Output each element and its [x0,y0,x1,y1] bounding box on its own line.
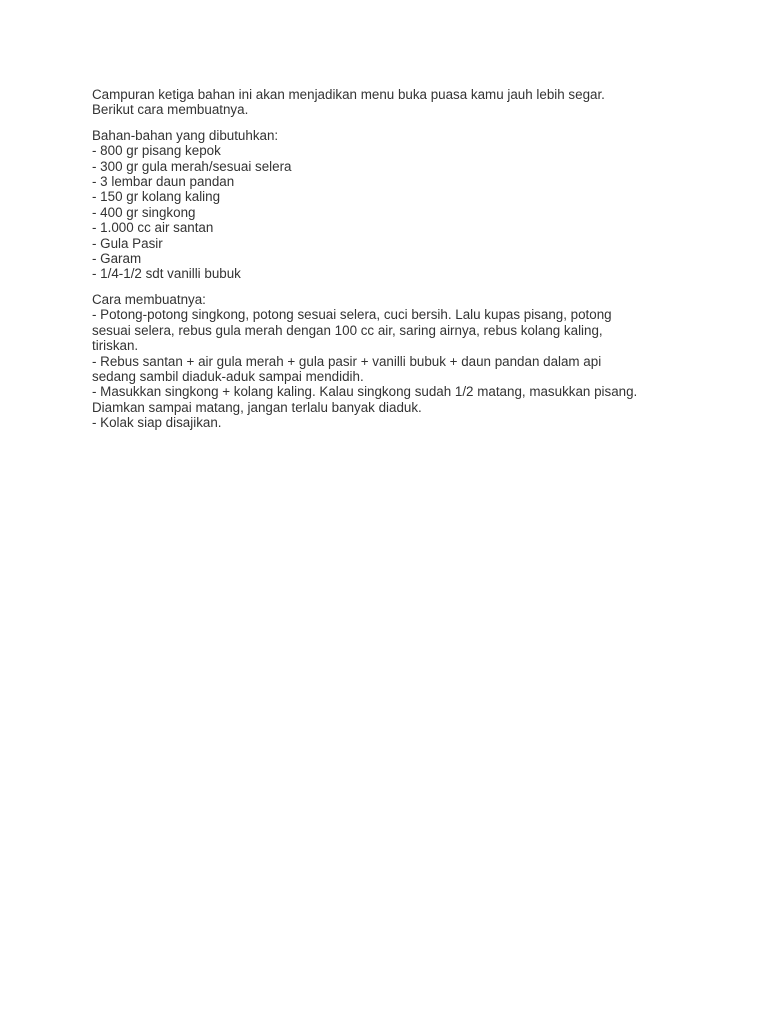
intro-paragraph [92,87,692,118]
ingredient-item: - Gula Pasir [92,235,163,251]
ingredient-item: - 1/4-1/2 sdt vanilli bubuk [92,266,241,282]
step-line: - Masukkan singkong + kolang kaling. Kalau singkong sudah 1/2 matang, masukkan pisang. [92,384,638,400]
document-page [92,87,692,441]
ingredients-heading: Bahan-bahan yang dibutuhkan: [92,127,279,143]
steps-section [92,292,692,431]
step-line: sedang sambil diaduk-aduk sampai mendidih. [92,368,364,384]
ingredient-item: - 300 gr gula merah/sesuai selera [92,158,292,174]
ingredient-item: - 3 lembar daun pandan [92,174,235,190]
ingredient-item: - 400 gr singkong [92,204,196,220]
ingredient-item: - Garam [92,251,142,267]
ingredient-item: - 150 gr kolang kaling [92,189,221,205]
step-line: - Rebus santan + air gula merah + gula pasir + vanilli bubuk + daun pandan dalam api [92,353,602,369]
ingredient-item: - 800 gr pisang kepok [92,143,221,159]
steps-heading: Cara membuatnya: [92,291,206,307]
step-line: tiriskan. [92,338,139,354]
step-line: - Potong-potong singkong, potong sesuai selera, cuci bersih. Lalu kupas pisang, potong [92,307,612,323]
ingredient-item: - 1.000 cc air santan [92,220,214,236]
ingredients-section [92,128,692,282]
step-line: Diamkan sampai matang, jangan terlalu banyak diaduk. [92,399,422,415]
intro-line: Berikut cara membuatnya. [92,102,249,118]
intro-line: Campuran ketiga bahan ini akan menjadikan menu buka puasa kamu jauh lebih segar. [92,87,605,102]
step-line: sesuai selera, rebus gula merah dengan 100 cc air, saring airnya, rebus kolang kaling, [92,322,603,338]
step-line: - Kolak siap disajikan. [92,415,222,431]
